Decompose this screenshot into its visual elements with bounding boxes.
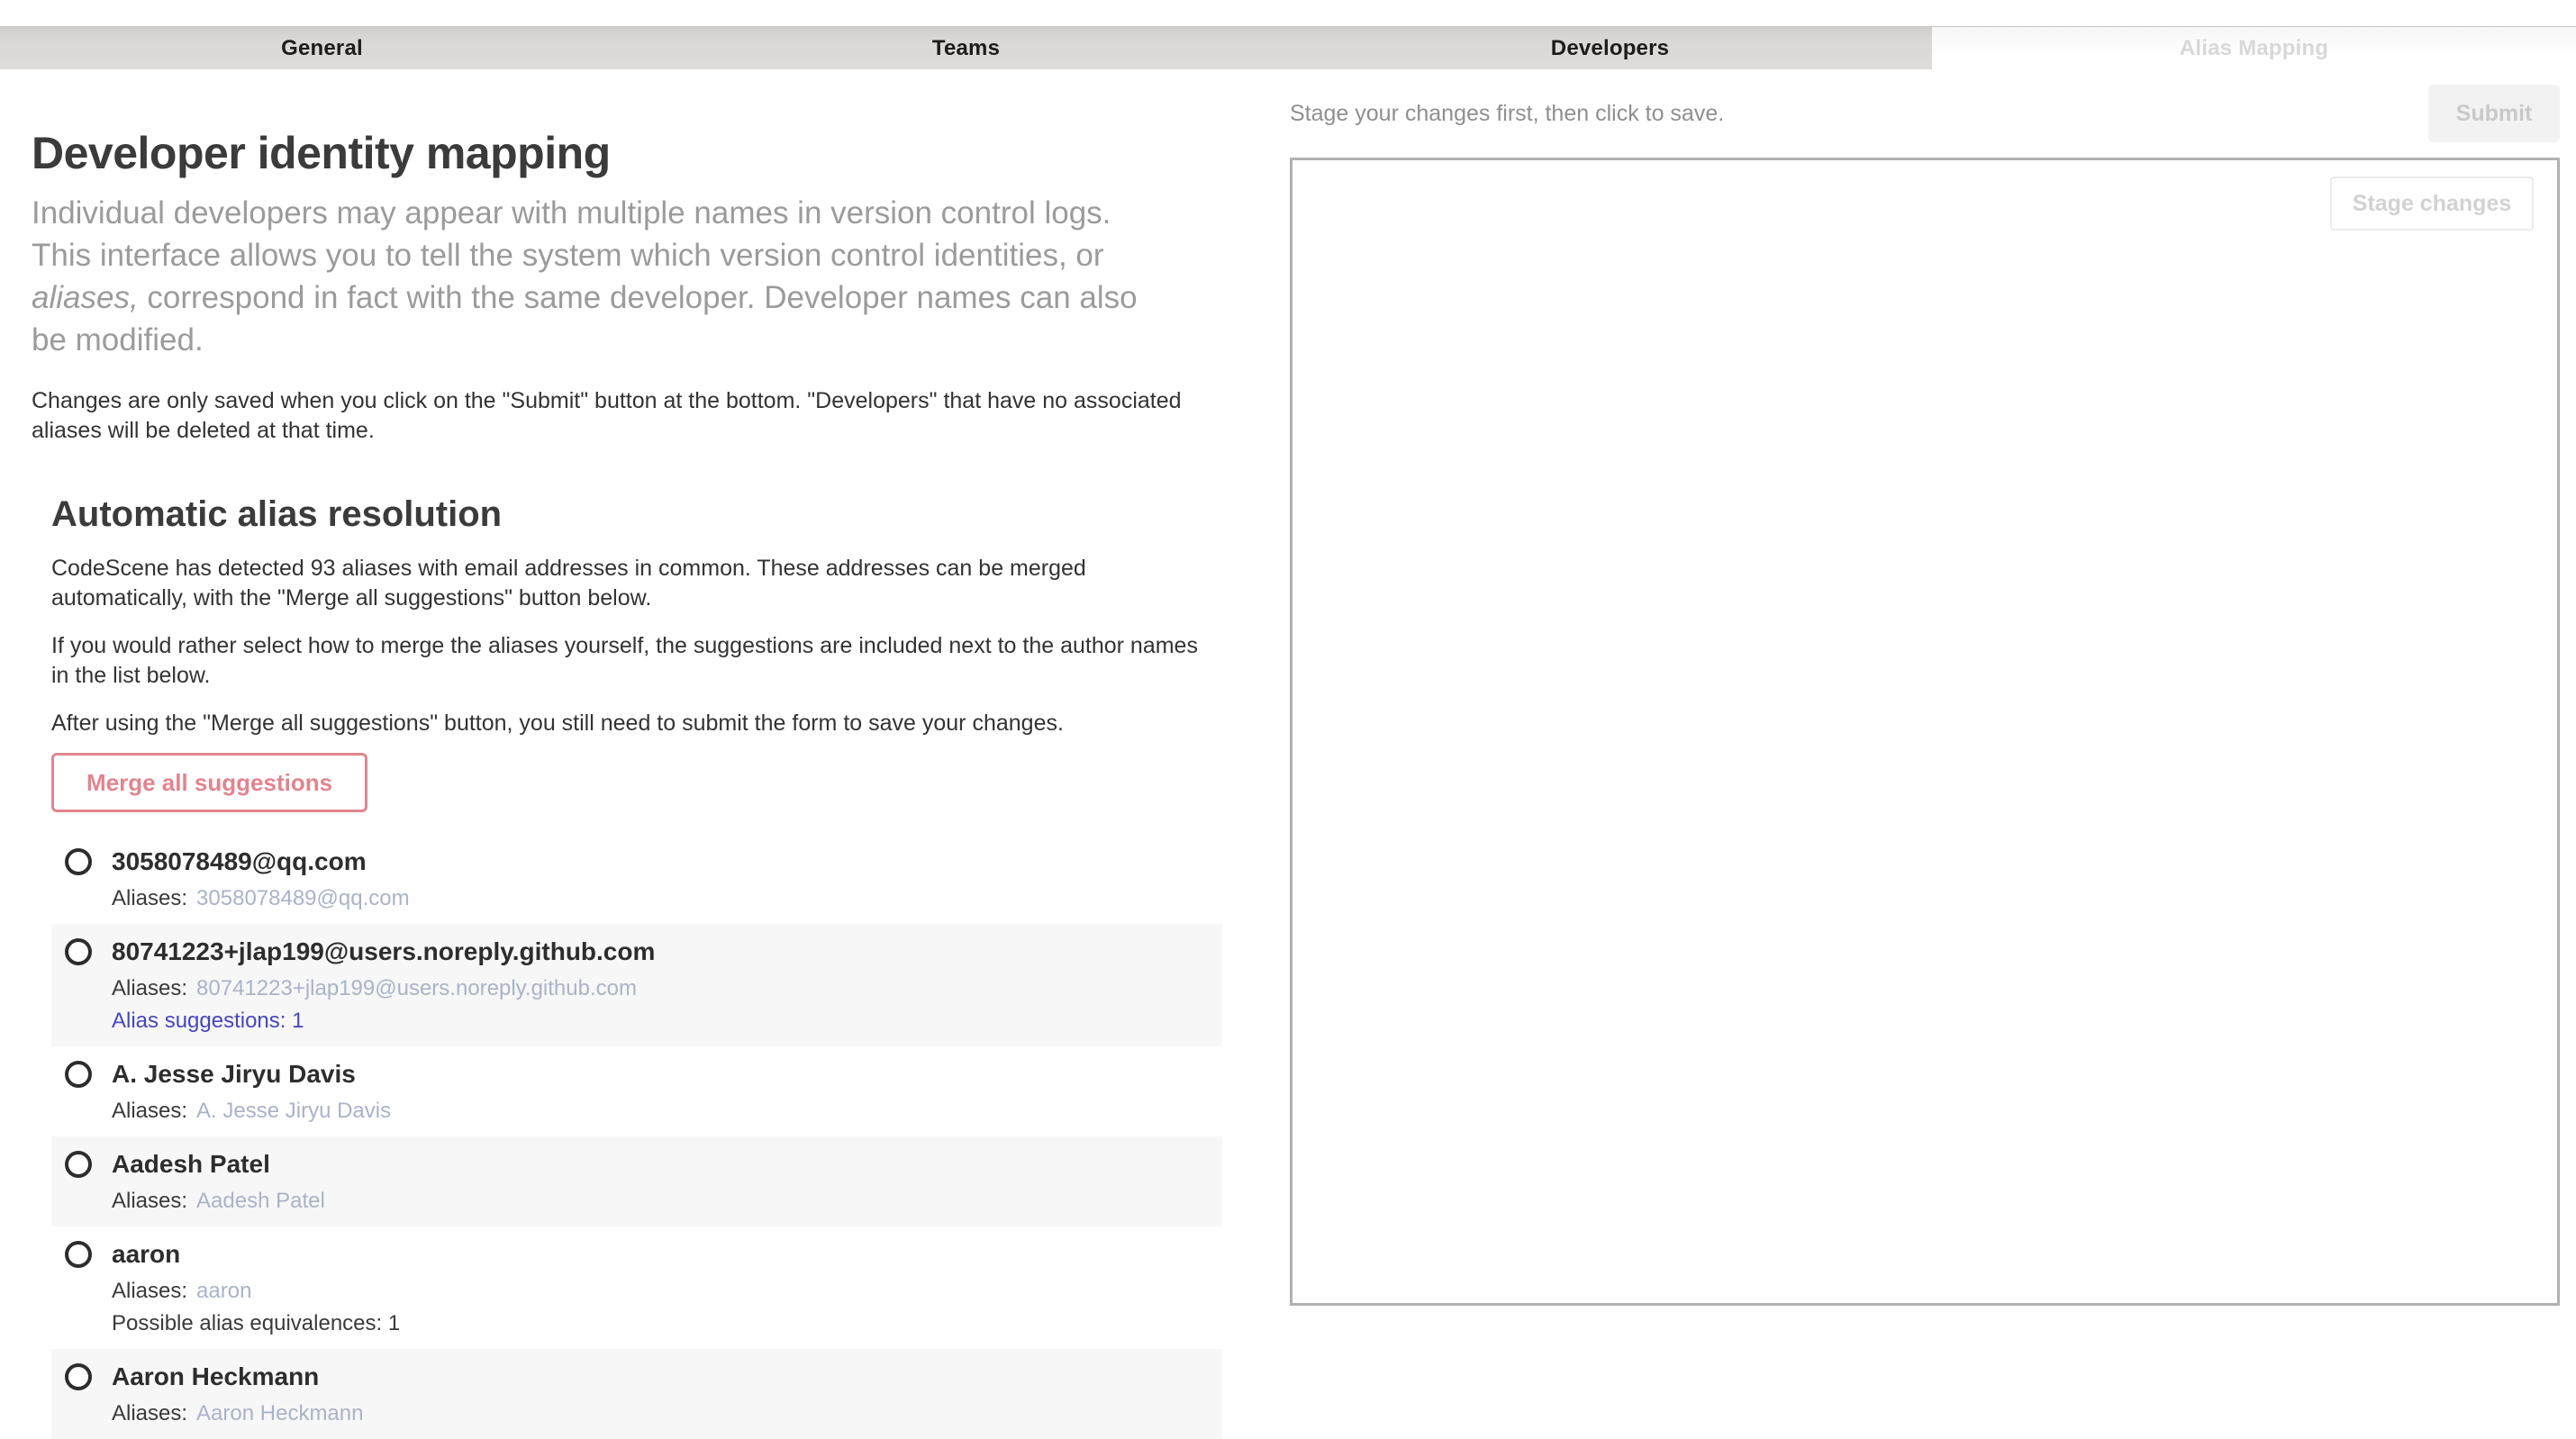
aliases-label: Aliases: [112, 976, 188, 1000]
developer-list [51, 834, 1222, 1439]
lead-text-before: Individual developers may appear with multiple names in version control logs. This interface allows you to tell the system which version control identities, or [32, 195, 1111, 273]
developer-name: 80741223+jlap199@users.noreply.github.com [112, 937, 656, 965]
developer-radio[interactable] [65, 1061, 92, 1088]
alias-line [112, 1401, 1222, 1426]
alias-value: 3058078489@qq.com [196, 886, 410, 910]
developer-radio[interactable] [65, 938, 92, 965]
auto-resolution-paragraph-1: CodeScene has detected 93 aliases with email addresses in common. These addresses can be merged automatically, with the "Merge all suggestions" button below. [51, 556, 1086, 611]
possible-equivalences-text: Possible alias equivalences: 1 [112, 1311, 401, 1335]
developer-row-main [51, 1239, 1222, 1270]
auto-resolution-title: Automatic alias resolution [51, 494, 503, 534]
tab-teams[interactable]: Teams [931, 35, 1001, 60]
developer-row-main [51, 1149, 1222, 1180]
alias-line [112, 1279, 1222, 1304]
alias-line [112, 1189, 1222, 1214]
developer-row-main [51, 937, 1222, 967]
developer-row [51, 1046, 1222, 1136]
tab-bar [0, 26, 2576, 69]
automatic-alias-resolution-section [51, 493, 1261, 812]
aliases-label: Aliases: [112, 886, 188, 910]
developer-row [51, 924, 1222, 1046]
developer-radio[interactable] [65, 1241, 92, 1268]
developer-row [51, 834, 1222, 924]
top-white-strip [0, 0, 2576, 26]
stage-hint-text: Stage your changes first, then click to save. [1290, 100, 1725, 126]
stage-changes-button[interactable]: Stage changes [2330, 176, 2534, 231]
developer-row-main [51, 1362, 1222, 1392]
developer-name: 3058078489@qq.com [112, 847, 367, 875]
tab-general[interactable]: General [281, 35, 363, 60]
tab-developers[interactable]: Developers [1550, 35, 1670, 60]
staging-area [1290, 158, 2560, 1306]
developer-row-main [51, 846, 1222, 877]
aliases-label: Aliases: [112, 1099, 188, 1123]
aliases-label: Aliases: [112, 1279, 188, 1303]
alias-value: aaron [196, 1279, 252, 1303]
developer-name: aaron [112, 1240, 181, 1268]
auto-resolution-paragraph-2: If you would rather select how to merge the aliases yourself, the suggestions are included next to the author names in the list below. [51, 633, 1198, 688]
alias-suggestions-link[interactable]: Alias suggestions: 1 [112, 1009, 304, 1033]
developer-mapping-panel [32, 69, 1261, 1439]
alias-line [112, 886, 1222, 911]
page-title: Developer identity mapping [32, 128, 611, 178]
developer-radio[interactable] [65, 1363, 92, 1390]
alias-line [112, 1099, 1222, 1124]
submit-button[interactable]: Submit [2428, 85, 2560, 142]
lead-italic-aliases: aliases, [32, 280, 139, 315]
developer-row [51, 1349, 1222, 1439]
developer-row [51, 1226, 1222, 1349]
alias-value: 80741223+jlap199@users.noreply.github.com [196, 976, 637, 1000]
merge-all-suggestions-button[interactable]: Merge all suggestions [51, 753, 367, 812]
auto-resolution-paragraph-3: After using the "Merge all suggestions" button, you still need to submit the form to save your changes. [51, 710, 1064, 736]
alias-mapping-page [0, 69, 2576, 1425]
tab-alias-mapping[interactable]: Alias Mapping [1932, 27, 2576, 69]
staging-header [1290, 69, 2560, 158]
alias-line [112, 976, 1222, 1001]
developer-name: Aadesh Patel [112, 1150, 270, 1178]
aliases-label: Aliases: [112, 1189, 188, 1213]
alias-value: Aaron Heckmann [196, 1401, 364, 1425]
aliases-label: Aliases: [112, 1401, 188, 1425]
alias-value: Aadesh Patel [196, 1189, 325, 1213]
save-note: Changes are only saved when you click on the "Submit" button at the bottom. "Developers" that have no associated aliases will be deleted at that time. [32, 388, 1182, 443]
page-lead [32, 192, 1171, 361]
developer-name: Aaron Heckmann [112, 1362, 320, 1390]
staging-panel [1290, 69, 2560, 1306]
lead-text-after: correspond in fact with the same developer. Developer names can also be modified. [32, 280, 1138, 357]
developer-row [51, 1136, 1222, 1226]
developer-name: A. Jesse Jiryu Davis [112, 1060, 356, 1088]
developer-row-main [51, 1059, 1222, 1090]
developer-radio[interactable] [65, 848, 92, 875]
alias-value: A. Jesse Jiryu Davis [196, 1099, 392, 1123]
developer-radio[interactable] [65, 1151, 92, 1178]
